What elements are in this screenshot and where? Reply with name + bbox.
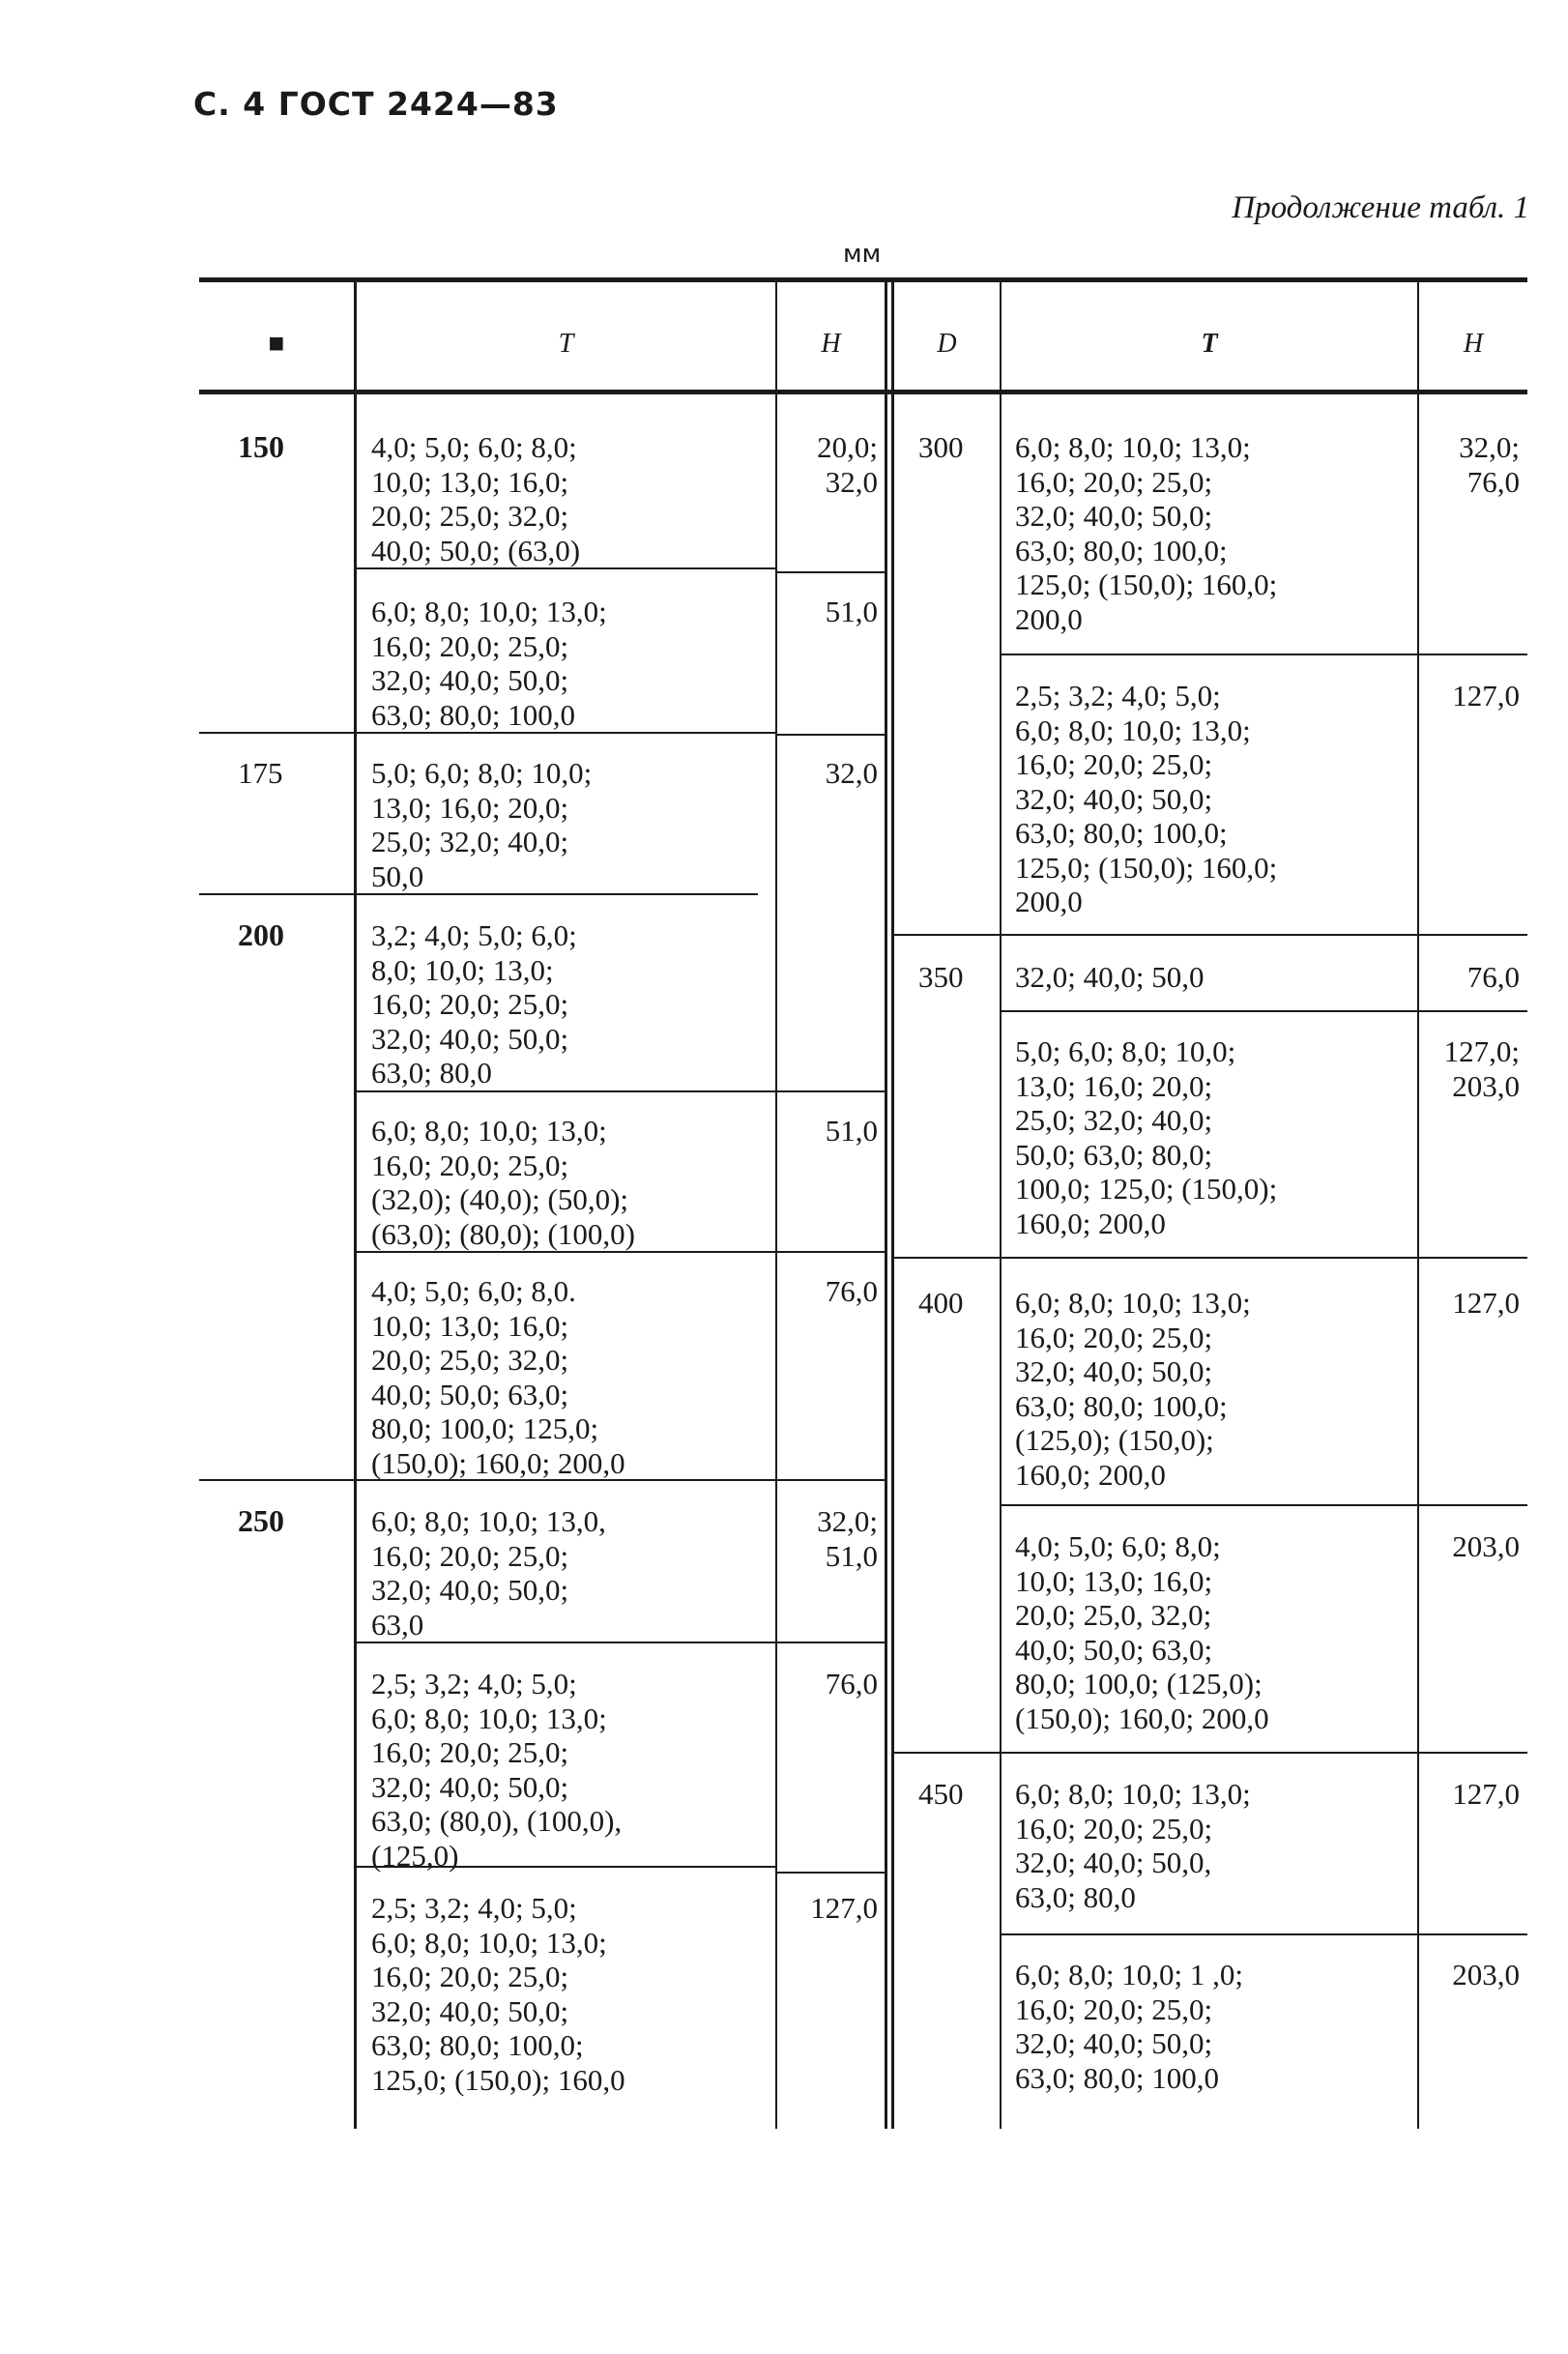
col-header-h-left: H xyxy=(821,329,841,359)
t-cell: 2,5; 3,2; 4,0; 5,0; 6,0; 8,0; 10,0; 13,0; 16,0; 20,0; 25,0; 32,0; 40,0; 50,0; 63,0; 80,0; 100,0; 125,0; (150,0); 160,0; 200,0 xyxy=(1015,679,1278,918)
d-value: 350 xyxy=(918,960,964,994)
row-rule xyxy=(199,1479,354,1481)
row-rule xyxy=(1002,1933,1417,1935)
rule-right-t-h xyxy=(1417,282,1419,2129)
table-top-rule xyxy=(199,277,1527,282)
t-cell: 2,5; 3,2; 4,0; 5,0; 6,0; 8,0; 10,0; 13,0; 16,0; 20,0; 25,0; 32,0; 40,0; 50,0; 63,0; 80,0; 100,0; 125,0; (150,0); 160,0 xyxy=(371,1891,625,2097)
unit-label: мм xyxy=(843,240,882,269)
rule-center-double-a xyxy=(885,282,887,2129)
h-cell: 203,0 xyxy=(1452,1529,1520,1563)
t-cell: 32,0; 40,0; 50,0 xyxy=(1015,960,1205,994)
row-rule xyxy=(777,1642,885,1643)
t-cell: 6,0; 8,0; 10,0; 13,0; 16,0; 20,0; 25,0; (32,0); (40,0); (50,0); (63,0); (80,0); (100,0) xyxy=(371,1114,635,1251)
t-cell: 4,0; 5,0; 6,0; 8,0; 10,0; 13,0; 16,0; 20,0; 25,0, 32,0; 40,0; 50,0; 63,0; 80,0; 100,0; (125,0); (150,0); 160,0; 200,0 xyxy=(1015,1529,1269,1735)
d-value: 150 xyxy=(238,429,284,464)
t-cell: 6,0; 8,0; 10,0; 13,0; 16,0; 20,0; 25,0; 32,0; 40,0; 50,0; 63,0; 80,0; 100,0; 125,0; (150,0); 160,0; 200,0 xyxy=(1015,430,1278,636)
row-rule xyxy=(199,732,354,734)
t-cell: 6,0; 8,0; 10,0; 1 ,0; 16,0; 20,0; 25,0; 32,0; 40,0; 50,0; 63,0; 80,0; 100,0 xyxy=(1015,1958,1243,2095)
d-value: 450 xyxy=(918,1777,964,1811)
d-value: 400 xyxy=(918,1286,964,1320)
col-header-t-right: T xyxy=(1201,329,1218,359)
rule-right-d-t xyxy=(1000,282,1002,2129)
rule-left-d-t xyxy=(354,282,357,2129)
rule-left-t-h xyxy=(775,282,777,2129)
page-reference: С. 4 ГОСТ 2424—83 xyxy=(193,85,559,123)
row-rule xyxy=(357,893,758,895)
t-cell: 6,0; 8,0; 10,0; 13,0, 16,0; 20,0; 25,0; 32,0; 40,0; 50,0; 63,0 xyxy=(371,1504,606,1642)
d-value: 300 xyxy=(918,430,964,464)
d-value: 250 xyxy=(238,1503,284,1538)
t-cell: 2,5; 3,2; 4,0; 5,0; 6,0; 8,0; 10,0; 13,0; 16,0; 20,0; 25,0; 32,0; 40,0; 50,0; 63,0; (80,0), (100,0), (125,0) xyxy=(371,1667,623,1873)
t-cell: 4,0; 5,0; 6,0; 8,0. 10,0; 13,0; 16,0; 20,0; 25,0; 32,0; 40,0; 50,0; 63,0; 80,0; 100,0; 125,0; (150,0); 160,0; 200,0 xyxy=(371,1274,625,1480)
row-rule xyxy=(894,934,1527,936)
row-rule xyxy=(777,1090,885,1092)
col-header-d-left: ■ xyxy=(268,329,285,359)
row-rule xyxy=(357,1251,885,1253)
row-rule xyxy=(199,893,354,895)
col-header-d-right: D xyxy=(937,329,957,359)
t-cell: 6,0; 8,0; 10,0; 13,0; 16,0; 20,0; 25,0; 32,0; 40,0; 50,0, 63,0; 80,0 xyxy=(1015,1777,1251,1914)
row-rule xyxy=(1002,1504,1417,1506)
t-cell: 4,0; 5,0; 6,0; 8,0; 10,0; 13,0; 16,0; 20,0; 25,0; 32,0; 40,0; 50,0; (63,0) xyxy=(371,430,581,567)
rule-center-double-b xyxy=(891,282,894,2129)
h-cell: 32,0 xyxy=(825,756,878,790)
row-rule xyxy=(777,571,885,573)
h-cell: 76,0 xyxy=(825,1274,878,1308)
h-cell: 32,0; 76,0 xyxy=(1459,430,1520,499)
continuation-caption: Продолжение табл. 1 xyxy=(1232,190,1529,225)
col-header-h-right: H xyxy=(1463,329,1484,359)
row-rule xyxy=(1419,1933,1527,1935)
row-rule xyxy=(357,567,775,569)
row-rule xyxy=(777,734,885,736)
row-rule xyxy=(1419,1504,1527,1506)
t-cell: 5,0; 6,0; 8,0; 10,0; 13,0; 16,0; 20,0; 25,0; 32,0; 40,0; 50,0; 63,0; 80,0; 100,0; 125,0; (150,0); 160,0; 200,0 xyxy=(1015,1034,1278,1240)
d-value: 175 xyxy=(238,756,283,790)
h-cell: 32,0; 51,0 xyxy=(817,1504,878,1573)
h-cell: 127,0; 203,0 xyxy=(1443,1034,1520,1103)
h-cell: 127,0 xyxy=(1452,1286,1520,1320)
h-cell: 51,0 xyxy=(825,1114,878,1148)
t-cell: 6,0; 8,0; 10,0; 13,0; 16,0; 20,0; 25,0; 32,0; 40,0; 50,0; 63,0; 80,0; 100,0 xyxy=(371,595,607,732)
h-cell: 76,0 xyxy=(825,1667,878,1700)
row-rule xyxy=(1419,1010,1527,1012)
h-cell: 51,0 xyxy=(825,595,878,628)
row-rule xyxy=(357,1090,775,1092)
row-rule xyxy=(1002,1010,1417,1012)
h-cell: 127,0 xyxy=(810,1891,878,1925)
h-cell: 20,0; 32,0 xyxy=(817,430,878,499)
row-rule xyxy=(1419,654,1527,655)
h-cell: 127,0 xyxy=(1452,679,1520,712)
row-rule xyxy=(777,1872,885,1874)
t-cell: 6,0; 8,0; 10,0; 13,0; 16,0; 20,0; 25,0; 32,0; 40,0; 50,0; 63,0; 80,0; 100,0; (125,0); (150,0); 160,0; 200,0 xyxy=(1015,1286,1251,1492)
col-header-t-left: T xyxy=(558,329,574,359)
h-cell: 127,0 xyxy=(1452,1777,1520,1811)
t-cell: 3,2; 4,0; 5,0; 6,0; 8,0; 10,0; 13,0; 16,0; 20,0; 25,0; 32,0; 40,0; 50,0; 63,0; 80,0 xyxy=(371,918,577,1090)
row-rule xyxy=(357,732,775,734)
table-head-rule xyxy=(199,390,1527,394)
row-rule xyxy=(894,1257,1527,1259)
row-rule xyxy=(1002,654,1417,655)
h-cell: 76,0 xyxy=(1466,960,1520,994)
h-cell: 203,0 xyxy=(1452,1958,1520,1991)
d-value: 200 xyxy=(238,917,284,952)
row-rule xyxy=(357,1642,775,1643)
row-rule xyxy=(894,1752,1527,1754)
t-cell: 5,0; 6,0; 8,0; 10,0; 13,0; 16,0; 20,0; 25,0; 32,0; 40,0; 50,0 xyxy=(371,756,593,893)
